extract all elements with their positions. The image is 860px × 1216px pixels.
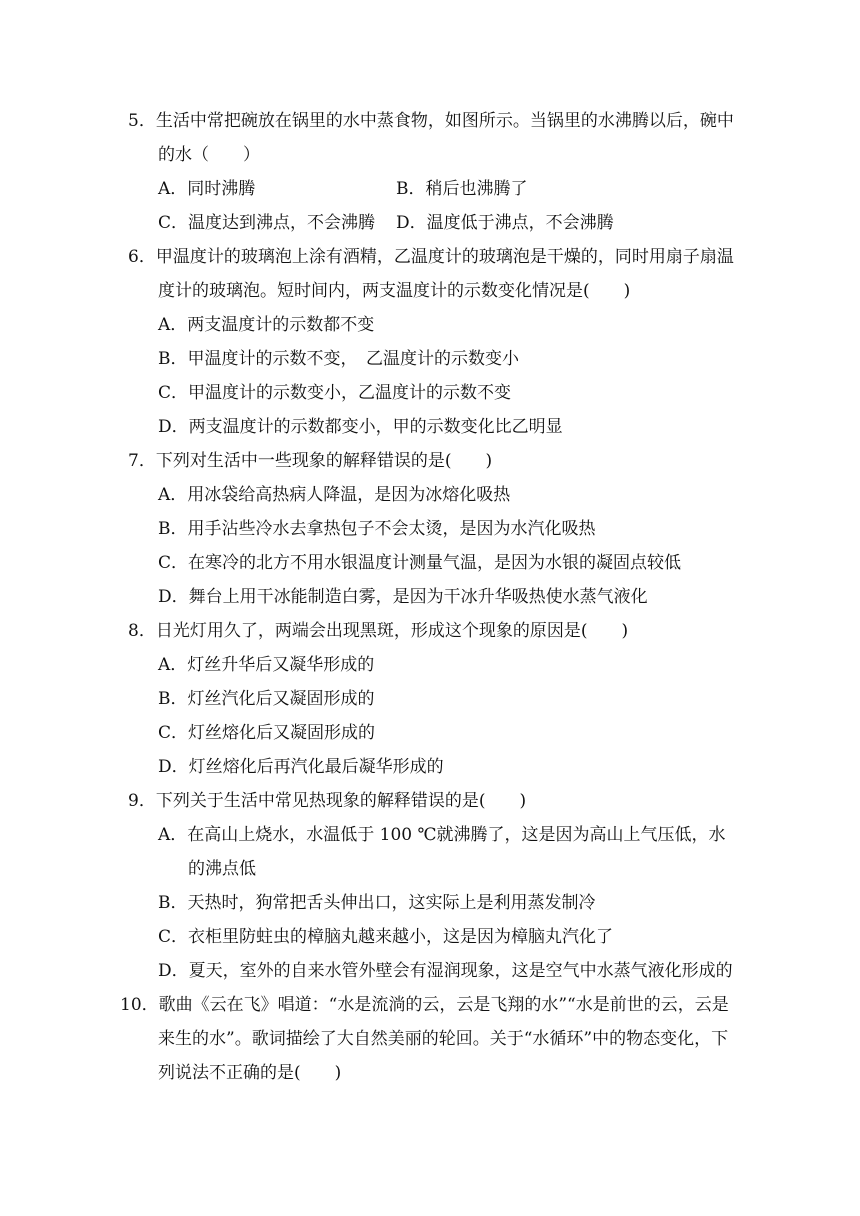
q7-option-a: A．用冰袋给高热病人降温，是因为冰熔化吸热 xyxy=(158,485,511,505)
q5-option-b: B．稍后也沸腾了 xyxy=(396,179,528,199)
q8-option-b: B．灯丝汽化后又凝固形成的 xyxy=(158,689,375,709)
q10-stem-line-3: 列说法不正确的是( ) xyxy=(158,1063,342,1083)
q9-option-c: C．衣柜里防蛀虫的樟脑丸越来越小，这是因为樟脑丸汽化了 xyxy=(158,927,614,947)
q8-stem: 8．日光灯用久了，两端会出现黑斑，形成这个现象的原因是( ) xyxy=(128,621,629,641)
q6-stem-line-2: 度计的玻璃泡。短时间内，两支温度计的示数变化情况是( ) xyxy=(158,281,631,301)
q6-option-b: B．甲温度计的示数不变， 乙温度计的示数变小 xyxy=(158,349,519,369)
q9-option-d: D．夏天，室外的自来水管外壁会有湿润现象，这是空气中水蒸气液化形成的 xyxy=(158,961,733,981)
q9-option-a-line-2: 的沸点低 xyxy=(188,859,256,879)
q6-stem-line-1: 6．甲温度计的玻璃泡上涂有酒精，乙温度计的玻璃泡是干燥的，同时用扇子扇温 xyxy=(128,247,734,267)
q6-option-a: A．两支温度计的示数都不变 xyxy=(158,315,375,335)
q6-option-c: C．甲温度计的示数变小，乙温度计的示数不变 xyxy=(158,383,512,403)
q5-option-d: D．温度低于沸点，不会沸腾 xyxy=(396,213,614,233)
q7-option-c: C．在寒冷的北方不用水银温度计测量气温，是因为水银的凝固点较低 xyxy=(158,553,682,573)
q8-option-c: C．灯丝熔化后又凝固形成的 xyxy=(158,723,376,743)
q6-option-d: D．两支温度计的示数都变小，甲的示数变化比乙明显 xyxy=(158,417,563,437)
q5-option-c: C．温度达到沸点，不会沸腾 xyxy=(158,213,376,233)
q5-stem-line-1: 5．生活中常把碗放在锅里的水中蒸食物，如图所示。当锅里的水沸腾以后，碗中 xyxy=(128,111,734,131)
q10-stem-line-1: 10．歌曲《云在飞》唱道：“水是流淌的云，云是飞翔的水”“水是前世的云，云是 xyxy=(120,995,729,1015)
q7-option-b: B．用手沾些冷水去拿热包子不会太烫，是因为水汽化吸热 xyxy=(158,519,596,539)
q9-stem: 9．下列关于生活中常见热现象的解释错误的是( ) xyxy=(128,791,527,811)
q10-stem-line-2: 来生的水”。歌词描绘了大自然美丽的轮回。关于“水循环”中的物态变化，下 xyxy=(158,1029,729,1049)
q7-stem: 7．下列对生活中一些现象的解释错误的是( ) xyxy=(128,451,493,471)
q7-option-d: D．舞台上用干冰能制造白雾，是因为干冰升华吸热使水蒸气液化 xyxy=(158,587,648,607)
q9-option-a-line-1: A．在高山上烧水，水温低于 100 ℃就沸腾了，这是因为高山上气压低，水 xyxy=(158,825,726,845)
q8-option-a: A．灯丝升华后又凝华形成的 xyxy=(158,655,375,675)
q5-stem-line-2: 的水（ ） xyxy=(158,145,260,165)
q9-option-b: B．天热时，狗常把舌头伸出口，这实际上是利用蒸发制冷 xyxy=(158,893,596,913)
q5-option-a: A．同时沸腾 xyxy=(158,179,256,199)
q8-option-d: D．灯丝熔化后再汽化最后凝华形成的 xyxy=(158,757,444,777)
